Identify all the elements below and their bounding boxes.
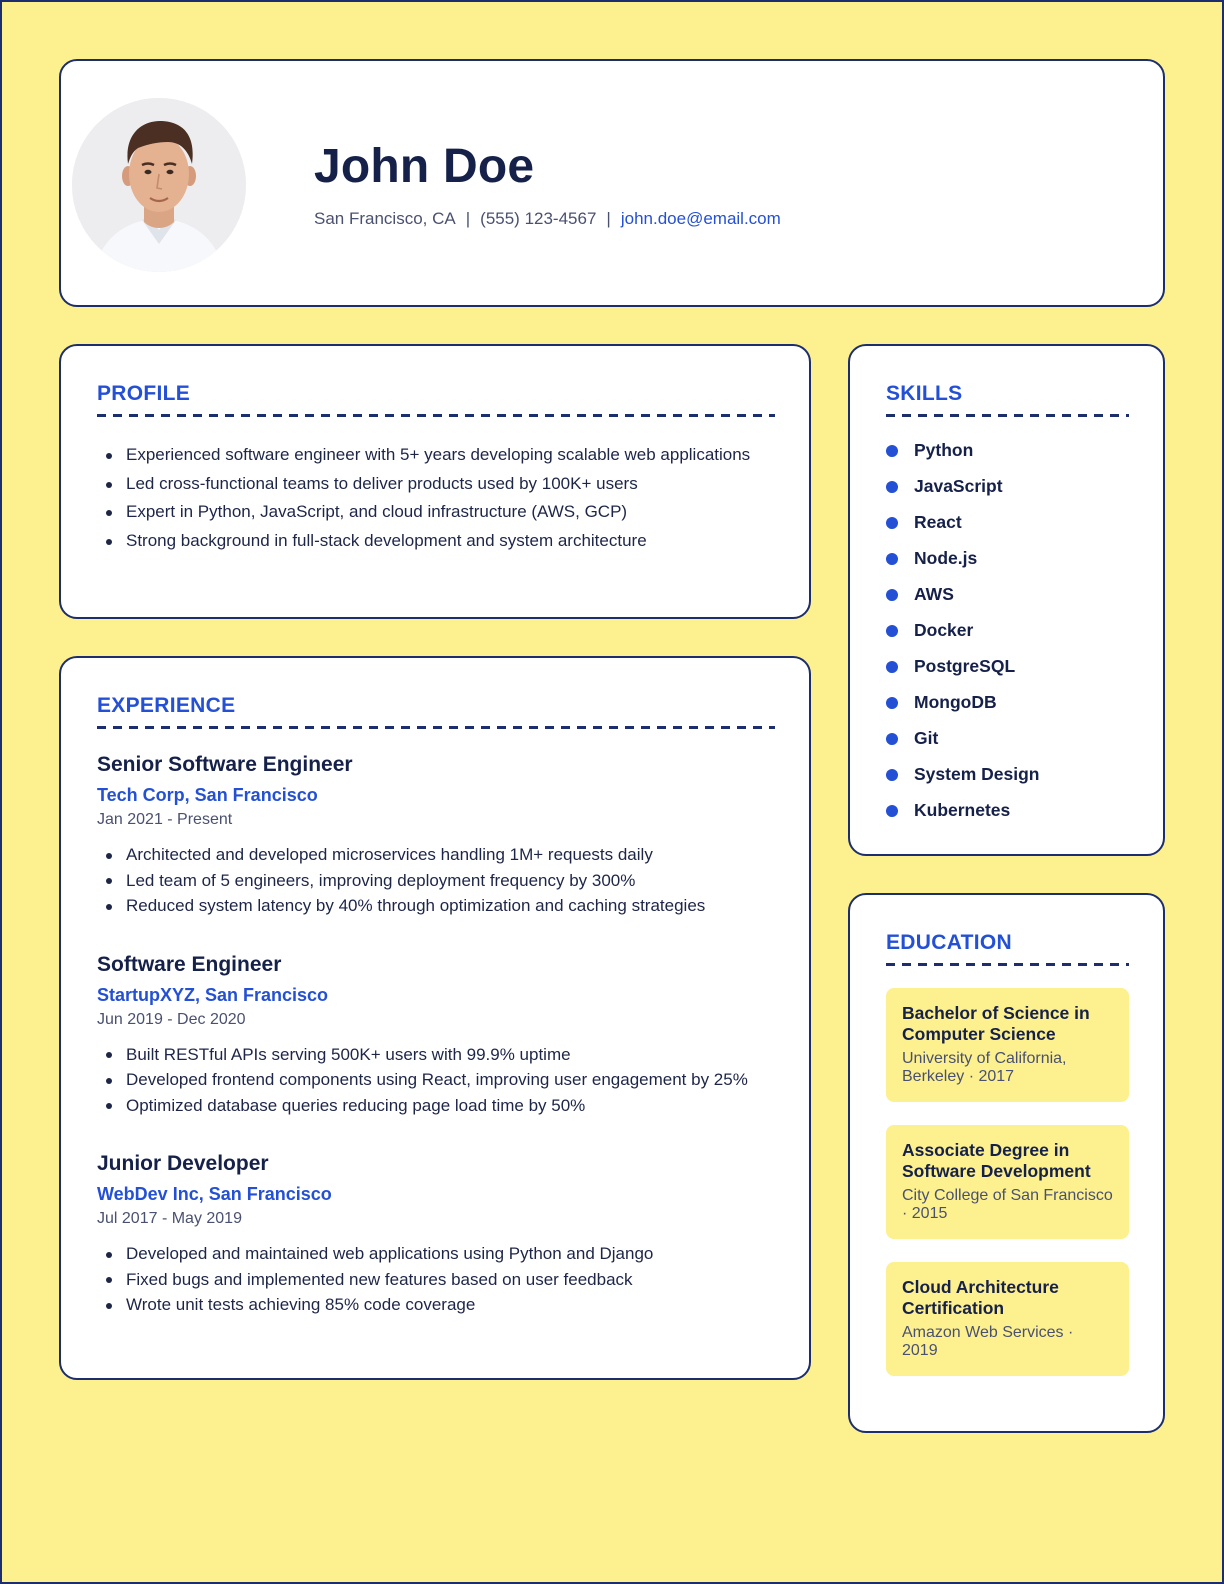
profile-bullet: Strong background in full-stack development and system architecture (97, 527, 775, 556)
job-bullet: Built RESTful APIs serving 500K+ users with 99.9% uptime (97, 1042, 775, 1068)
job-bullet: Reduced system latency by 40% through optimization and caching strategies (97, 893, 775, 919)
skills-section-title: SKILLS (886, 382, 963, 405)
profile-card (59, 344, 811, 619)
skill-list (886, 439, 1129, 835)
skill-item: Docker (886, 619, 1129, 655)
avatar (72, 98, 246, 272)
job-bullet: Developed and maintained web applications using Python and Django (97, 1241, 775, 1267)
profile-section-title: PROFILE (97, 382, 191, 405)
header-card (59, 59, 1165, 307)
skill-item: React (886, 511, 1129, 547)
job-title: Software Engineer (97, 952, 282, 976)
skill-item: MongoDB (886, 691, 1129, 727)
contact-separator: | (465, 209, 471, 228)
experience-section-title: EXPERIENCE (97, 694, 236, 717)
job-bullet: Led team of 5 engineers, improving deployment frequency by 300% (97, 868, 775, 894)
job-entry (97, 1152, 775, 1318)
skills-card (848, 344, 1165, 856)
job-company: Tech Corp, San Francisco (97, 785, 318, 805)
skill-item: Kubernetes (886, 799, 1129, 835)
contact-email-link[interactable]: john.doe@email.com (620, 209, 781, 228)
education-list (886, 988, 1129, 1376)
contact-line (314, 209, 781, 229)
job-dates: Jul 2017 - May 2019 (97, 1210, 242, 1227)
job-entry (97, 953, 775, 1119)
experience-card (59, 656, 811, 1380)
job-bullet-list (97, 1042, 775, 1119)
person-name: John Doe (314, 140, 535, 193)
education-degree: Associate Degree in Software Development (902, 1140, 1091, 1181)
skill-item: Git (886, 727, 1129, 763)
job-bullet: Optimized database queries reducing page load time by 50% (97, 1093, 775, 1119)
contact-location: San Francisco, CA (314, 209, 456, 228)
job-dates: Jun 2019 - Dec 2020 (97, 1010, 246, 1028)
job-company: StartupXYZ, San Francisco (97, 984, 329, 1005)
education-card (848, 893, 1165, 1433)
section-divider (886, 414, 1129, 417)
skill-item: System Design (886, 763, 1129, 799)
job-bullet: Architected and developed microservices handling 1M+ requests daily (97, 842, 775, 868)
education-item (886, 1262, 1129, 1376)
profile-bullet: Experienced software engineer with 5+ years developing scalable web applications (97, 441, 775, 470)
education-degree: Cloud Architecture Certification (902, 1277, 1059, 1318)
contact-phone: (555) 123-4567 (480, 209, 597, 228)
education-school: City College of San Francisco · 2015 (902, 1187, 1113, 1222)
job-bullet: Wrote unit tests achieving 85% code coverage (97, 1292, 775, 1318)
skill-item: AWS (886, 583, 1129, 619)
skill-item: Node.js (886, 547, 1129, 583)
education-section-title: EDUCATION (886, 931, 1012, 954)
job-company: WebDev Inc, San Francisco (97, 1184, 332, 1204)
job-dates: Jan 2021 - Present (97, 811, 233, 828)
contact-separator: | (606, 209, 611, 228)
job-entry (97, 753, 775, 919)
job-bullet-list (97, 1241, 775, 1318)
skill-item: JavaScript (886, 475, 1129, 511)
skill-item: PostgreSQL (886, 655, 1129, 691)
job-title: Junior Developer (97, 1152, 269, 1175)
education-item (886, 988, 1129, 1102)
profile-bullet: Led cross-functional teams to deliver products used by 100K+ users (97, 470, 775, 499)
job-title: Senior Software Engineer (97, 753, 353, 776)
section-divider (886, 963, 1129, 966)
profile-bullet-list (97, 441, 775, 555)
education-item (886, 1125, 1129, 1239)
skill-item: Python (886, 439, 1129, 475)
job-bullet: Developed frontend components using React, improving user engagement by 25% (97, 1067, 775, 1093)
education-degree: Bachelor of Science in Computer Science (902, 1003, 1090, 1044)
section-divider (97, 414, 775, 417)
job-bullet: Fixed bugs and implemented new features based on user feedback (97, 1267, 775, 1293)
job-bullet-list (97, 842, 775, 919)
section-divider (97, 726, 775, 729)
education-school: University of California, Berkeley · 2017 (902, 1050, 1067, 1085)
profile-bullet: Expert in Python, JavaScript, and cloud infrastructure (AWS, GCP) (97, 498, 775, 527)
avatar-portrait (72, 98, 246, 272)
education-school: Amazon Web Services · 2019 (902, 1324, 1074, 1359)
